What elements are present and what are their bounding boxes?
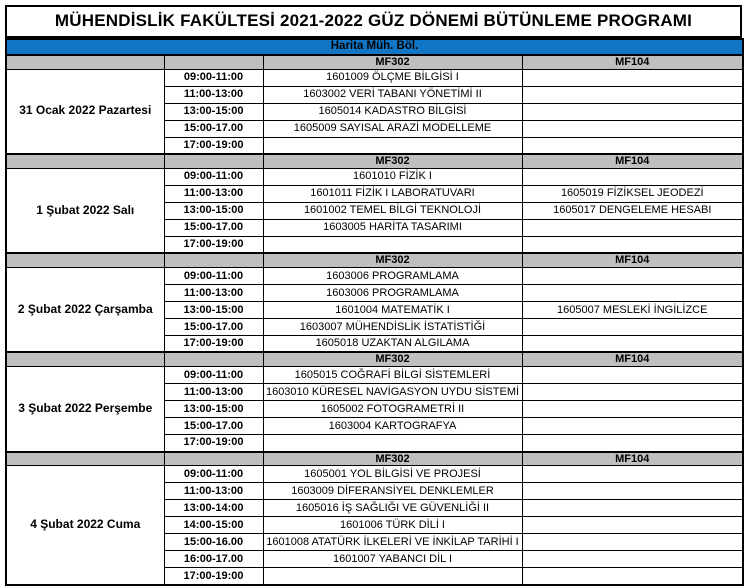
- room-header-label-mf104: MF104: [522, 154, 743, 168]
- room-header-time-spacer: [164, 154, 263, 168]
- course-cell-mf104: [522, 120, 743, 137]
- room-header-label-mf104: MF104: [522, 352, 743, 366]
- room-header-label-mf302: MF302: [263, 352, 522, 366]
- department-title: Harita Müh. Böl.: [6, 39, 743, 55]
- time-cell: 09:00-11:00: [164, 267, 263, 284]
- course-cell-mf104: [522, 534, 743, 551]
- time-cell: 17:00-19:00: [164, 137, 263, 154]
- course-cell-mf104: [522, 219, 743, 236]
- slot-row: [6, 267, 743, 284]
- course-cell-mf104: [522, 103, 743, 120]
- course-cell-mf104: 1605017 DENGELEME HESABI: [522, 202, 743, 219]
- time-cell: 14:00-15:00: [164, 517, 263, 534]
- page-title: MÜHENDİSLİK FAKÜLTESİ 2021-2022 GÜZ DÖNEMİ BÜTÜNLEME PROGRAMI: [5, 5, 742, 38]
- date-cell: 31 Ocak 2022 Pazartesi: [6, 69, 164, 154]
- room-header-label-mf104: MF104: [522, 452, 743, 466]
- course-cell-mf104: [522, 284, 743, 301]
- course-cell-mf302: 1601004 MATEMATİK I: [263, 301, 522, 318]
- date-cell: 2 Şubat 2022 Çarşamba: [6, 267, 164, 352]
- time-cell: 09:00-11:00: [164, 367, 263, 384]
- course-cell-mf104: [522, 551, 743, 568]
- course-cell-mf104: [522, 384, 743, 401]
- course-cell-mf302: 1603002 VERİ TABANI YÖNETİMİ II: [263, 86, 522, 103]
- room-header-row-day-3: [6, 253, 743, 267]
- time-cell: 15:00-16.00: [164, 534, 263, 551]
- room-header-time-spacer: [164, 452, 263, 466]
- course-cell-mf104: [522, 267, 743, 284]
- time-cell: 17:00-19:00: [164, 236, 263, 253]
- course-cell-mf302: 1605002 FOTOGRAMETRİ II: [263, 401, 522, 418]
- course-cell-mf302: 1601010 FİZİK I: [263, 168, 522, 185]
- course-cell-mf302: 1605014 KADASTRO BİLGİSİ: [263, 103, 522, 120]
- course-cell-mf302: 1605016 İŞ SAĞLIĞI VE GÜVENLİĞİ II: [263, 500, 522, 517]
- course-cell-mf302: 1603006 PROGRAMLAMA: [263, 284, 522, 301]
- room-header-day-spacer: [6, 352, 164, 366]
- time-cell: 11:00-13:00: [164, 483, 263, 500]
- date-cell: 4 Şubat 2022 Cuma: [6, 466, 164, 585]
- course-cell-mf104: [522, 401, 743, 418]
- date-cell: 3 Şubat 2022 Perşembe: [6, 367, 164, 452]
- course-cell-mf302: 1605001 YOL BİLGİSİ VE PROJESİ: [263, 466, 522, 483]
- room-header-label-mf104: MF104: [522, 253, 743, 267]
- course-cell-mf302: 1601002 TEMEL BİLGİ TEKNOLOJİ: [263, 202, 522, 219]
- course-cell-mf302: 1601006 TÜRK DİLİ I: [263, 517, 522, 534]
- course-cell-mf302: 1601008 ATATÜRK İLKELERİ VE İNKİLAP TARİHİ I: [263, 534, 522, 551]
- course-cell-mf104: [522, 418, 743, 435]
- schedule-table-body: [6, 39, 743, 585]
- time-cell: 09:00-11:00: [164, 69, 263, 86]
- course-cell-mf302: 1603004 KARTOGRAFYA: [263, 418, 522, 435]
- time-cell: 15:00-17.00: [164, 120, 263, 137]
- time-cell: 13:00-15:00: [164, 103, 263, 120]
- course-cell-mf302: 1603005 HARİTA TASARIMI: [263, 219, 522, 236]
- course-cell-mf302: 1605009 SAYISAL ARAZİ MODELLEME: [263, 120, 522, 137]
- slot-row: [6, 466, 743, 483]
- course-cell-mf302: [263, 568, 522, 585]
- course-cell-mf302: 1601011 FİZİK I LABORATUVARI: [263, 185, 522, 202]
- room-header-time-spacer: [164, 253, 263, 267]
- course-cell-mf302: 1603007 MÜHENDİSLİK İSTATİSTİĞİ: [263, 318, 522, 335]
- course-cell-mf302: 1601009 ÖLÇME BİLGİSİ I: [263, 69, 522, 86]
- course-cell-mf104: [522, 483, 743, 500]
- time-cell: 09:00-11:00: [164, 168, 263, 185]
- time-cell: 17:00-19:00: [164, 335, 263, 352]
- course-cell-mf104: [522, 168, 743, 185]
- course-cell-mf104: [522, 335, 743, 352]
- time-cell: 09:00-11:00: [164, 466, 263, 483]
- room-header-label-mf302: MF302: [263, 55, 522, 69]
- room-header-time-spacer: [164, 352, 263, 366]
- course-cell-mf302: 1603010 KÜRESEL NAVİGASYON UYDU SİSTEMİ: [263, 384, 522, 401]
- time-cell: 13:00-15:00: [164, 401, 263, 418]
- room-header-day-spacer: [6, 154, 164, 168]
- time-cell: 11:00-13:00: [164, 384, 263, 401]
- course-cell-mf302: 1605015 COĞRAFİ BİLGİ SİSTEMLERİ: [263, 367, 522, 384]
- course-cell-mf104: 1605019 FİZİKSEL JEODEZİ: [522, 185, 743, 202]
- course-cell-mf104: [522, 500, 743, 517]
- course-cell-mf104: 1605007 MESLEKİ İNGİLİZCE: [522, 301, 743, 318]
- course-cell-mf104: [522, 86, 743, 103]
- course-cell-mf104: [522, 236, 743, 253]
- course-cell-mf302: 1603006 PROGRAMLAMA: [263, 267, 522, 284]
- time-cell: 13:00-14:00: [164, 500, 263, 517]
- room-header-row-day-5: [6, 452, 743, 466]
- room-header-day-spacer: [6, 452, 164, 466]
- course-cell-mf104: [522, 318, 743, 335]
- time-cell: 17:00-19:00: [164, 568, 263, 585]
- room-header-day-spacer: [6, 253, 164, 267]
- room-header-label-mf104: MF104: [522, 55, 743, 69]
- course-cell-mf302: 1605018 UZAKTAN ALGILAMA: [263, 335, 522, 352]
- course-cell-mf104: [522, 466, 743, 483]
- course-cell-mf302: 1601007 YABANCI DİL I: [263, 551, 522, 568]
- time-cell: 11:00-13:00: [164, 284, 263, 301]
- time-cell: 11:00-13:00: [164, 185, 263, 202]
- slot-row: [6, 367, 743, 384]
- course-cell-mf104: [522, 367, 743, 384]
- time-cell: 16:00-17.00: [164, 551, 263, 568]
- slot-row: [6, 69, 743, 86]
- course-cell-mf104: [522, 517, 743, 534]
- room-header-row-day-1: [6, 55, 743, 69]
- time-cell: 13:00-15:00: [164, 301, 263, 318]
- department-header-row: [6, 39, 743, 55]
- course-cell-mf302: [263, 236, 522, 253]
- time-cell: 17:00-19:00: [164, 435, 263, 452]
- time-cell: 15:00-17.00: [164, 318, 263, 335]
- room-header-day-spacer: [6, 55, 164, 69]
- course-cell-mf302: [263, 137, 522, 154]
- course-cell-mf302: 1603009 DİFERANSİYEL DENKLEMLER: [263, 483, 522, 500]
- date-cell: 1 Şubat 2022 Salı: [6, 168, 164, 253]
- course-cell-mf104: [522, 568, 743, 585]
- time-cell: 15:00-17.00: [164, 418, 263, 435]
- time-cell: 13:00-15:00: [164, 202, 263, 219]
- time-cell: 11:00-13:00: [164, 86, 263, 103]
- slot-row: [6, 168, 743, 185]
- room-header-row-day-2: [6, 154, 743, 168]
- course-cell-mf302: [263, 435, 522, 452]
- course-cell-mf104: [522, 69, 743, 86]
- time-cell: 15:00-17.00: [164, 219, 263, 236]
- course-cell-mf104: [522, 137, 743, 154]
- schedule-table: [5, 38, 744, 586]
- room-header-label-mf302: MF302: [263, 154, 522, 168]
- room-header-row-day-4: [6, 352, 743, 366]
- room-header-label-mf302: MF302: [263, 253, 522, 267]
- room-header-time-spacer: [164, 55, 263, 69]
- course-cell-mf104: [522, 435, 743, 452]
- room-header-label-mf302: MF302: [263, 452, 522, 466]
